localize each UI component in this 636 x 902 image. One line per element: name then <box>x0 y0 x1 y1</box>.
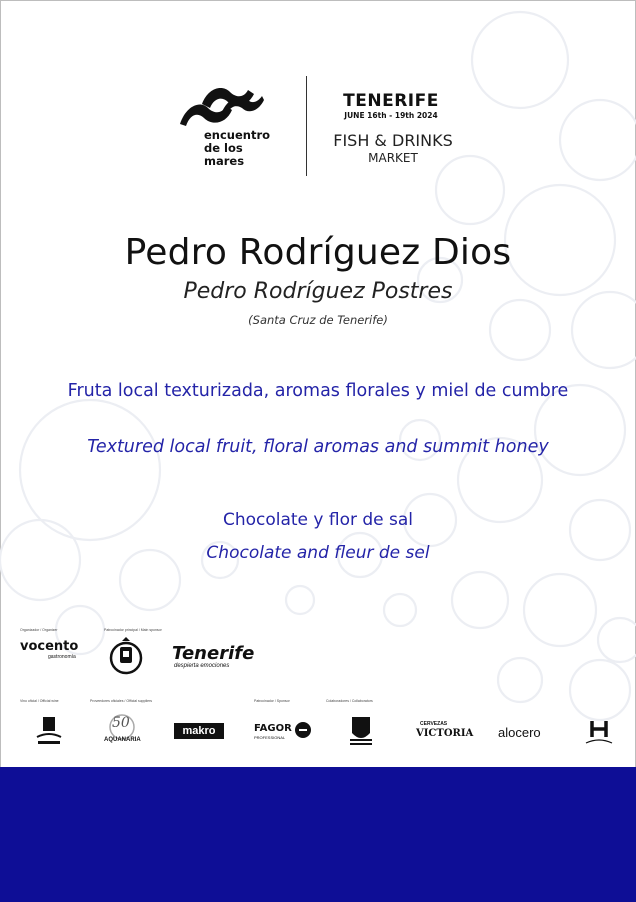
vocento-sub: gastronomía <box>48 654 76 660</box>
official-wine-label: Vino oficial / Official wine <box>20 699 59 703</box>
makro-logo: makro <box>174 723 224 739</box>
market-subtitle: MARKET <box>368 151 418 165</box>
fagor-logo: FAGOR <box>254 723 292 734</box>
dish-2-english: Chocolate and fleur de sel <box>206 543 430 563</box>
encuentro-logo-icon <box>178 84 264 130</box>
collaborators-label: Colaboradores / Collaborators <box>326 699 373 703</box>
dish-2-spanish: Chocolate y flor de sal <box>222 510 414 530</box>
market-title: FISH & DRINKS <box>333 131 453 150</box>
victoria-logo: VICTORIA <box>416 728 474 739</box>
footer-band <box>0 767 636 902</box>
official-suppliers-label: Proveedores oficiales / Official suppliers <box>90 699 152 703</box>
cabildo-crest-icon <box>108 637 144 677</box>
tenerife-logo: Tenerife <box>172 643 255 664</box>
main-sponsor-label: Patrocinador principal / Main sponsor <box>104 628 162 632</box>
chef-name: Pedro Rodríguez Dios <box>124 232 512 273</box>
fagor-icon <box>294 721 312 739</box>
collaborator-crest-icon <box>346 715 376 749</box>
organizer-label: Organizador / Organizer <box>20 628 58 632</box>
sponsor-label: Patrocinador / Sponsor <box>254 699 290 703</box>
dish-1-english: Textured local fruit, floral aromas and summit honey <box>87 437 549 457</box>
monkey-chef-logo-icon <box>584 717 614 747</box>
aquanaria-logo: AQUANARIA <box>104 737 141 743</box>
tenerife-tagline: despierta emociones <box>174 663 230 669</box>
sponsors-section <box>0 615 636 765</box>
event-city: TENERIFE <box>343 91 439 111</box>
victoria-top: CERVEZAS <box>420 721 448 727</box>
vocento-logo: vocento <box>20 639 79 654</box>
event-header <box>0 0 636 200</box>
aquanaria-50: 50 <box>112 715 130 731</box>
event-dates: JUNE 16th - 19th 2024 <box>344 111 438 120</box>
fagor-sub: PROFESSIONAL <box>254 735 286 740</box>
dish-1-spanish: Fruta local texturizada, aromas florales y miel de cumbre <box>67 381 569 401</box>
restaurant-location: (Santa Cruz de Tenerife) <box>248 313 388 327</box>
winery-logo-icon <box>34 715 64 749</box>
restaurant-name: Pedro Rodríguez Postres <box>183 279 453 304</box>
header-divider <box>306 76 307 176</box>
encuentro-logo-text: encuentro de los mares <box>204 128 271 168</box>
alocero-logo: alocero <box>498 725 541 740</box>
